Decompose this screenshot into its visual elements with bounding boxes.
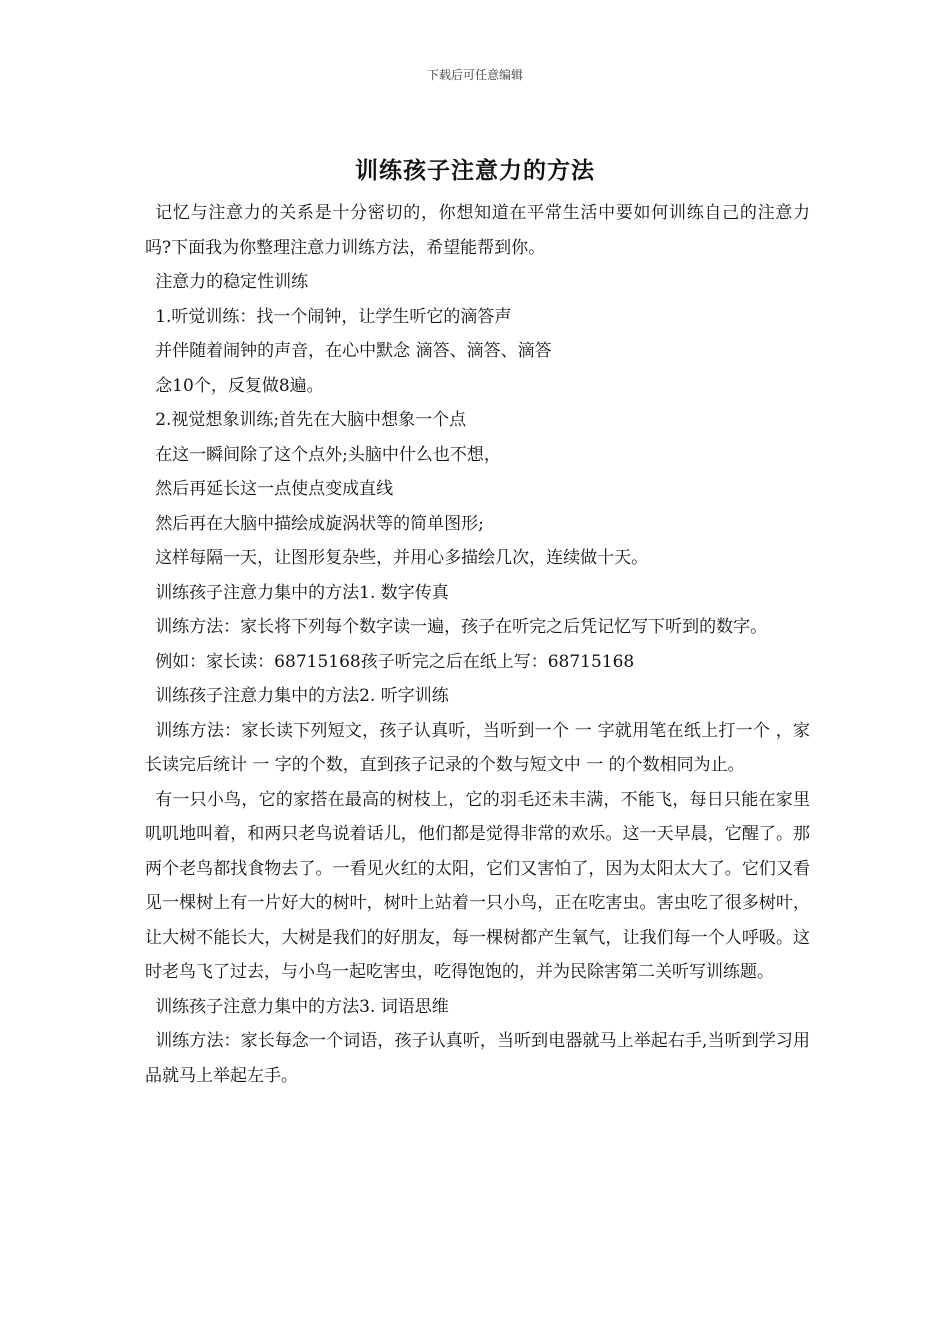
method-2-story: 有一只小鸟，它的家搭在最高的树枝上，它的羽毛还未丰满，不能飞，每日只能在家里叽叽地叫着，和两只老鸟说着话儿，他们都是觉得非常的欢乐。这一天早晨，它醒了。那两个老鸟都找食物去了。一看见火红的太阳，它们又害怕了，因为太阳太大了。它们又看见一棵树上有一片好大的树叶，树叶上站着一只小鸟，正在吃害虫。害虫吃了很多树叶，让大树不能长大，大树是我们的好朋友，每一棵树都产生氧气，让我们每一个人呼吸。这时老鸟飞了过去，与小鸟一起吃害虫，吃得饱饱的，并为民除害第二关听写训练题。 bbox=[145, 789, 810, 982]
section-heading-method-3: 训练孩子注意力集中的方法3. 词语思维 bbox=[155, 996, 449, 1017]
list-item: 这样每隔一天，让图形复杂些，并用心多描绘几次，连续做十天。 bbox=[155, 548, 649, 568]
list-item: 念10个，反复做8遍。 bbox=[155, 375, 324, 396]
section-heading-method-2: 训练孩子注意力集中的方法2. 听字训练 bbox=[155, 686, 449, 706]
list-item: 然后再在大脑中描绘成旋涡状等的简单图形; bbox=[155, 513, 484, 534]
method-1-description: 训练方法：家长将下列每个数字读一遍，孩子在听完之后凭记忆写下听到的数字。 bbox=[155, 617, 768, 637]
list-item: 然后再延长这一点使点变成直线 bbox=[155, 479, 394, 499]
intro-paragraph: 记忆与注意力的关系是十分密切的，你想知道在平常生活中要如何训练自己的注意力吗?下面我为你整理注意力训练方法，希望能帮到你。 bbox=[145, 203, 810, 258]
document-title: 训练孩子注意力的方法 bbox=[355, 157, 595, 184]
method-3-description: 训练方法：家长每念一个词语，孩子认真听，当听到电器就马上举起右手,当听到学习用品就马上举起左手。 bbox=[145, 1031, 810, 1086]
list-item: 1.听觉训练：找一个闹钟，让学生听它的滴答声 bbox=[155, 306, 512, 327]
list-item: 2.视觉想象训练;首先在大脑中想象一个点 bbox=[155, 410, 467, 430]
method-1-example: 例如：家长读：68715168孩子听完之后在纸上写：68715168 bbox=[155, 651, 635, 672]
list-item: 在这一瞬间除了这个点外;头脑中什么也不想， bbox=[155, 444, 501, 465]
section-heading-stability: 注意力的稳定性训练 bbox=[155, 272, 309, 292]
method-2-description: 训练方法：家长读下列短文，孩子认真听，当听到一个 一 字就用笔在纸上打一个 ，家长读完后统计 一 字的个数，直到孩子记录的个数与短文中 一 的个数相同为止。 bbox=[145, 720, 810, 775]
section-heading-method-1: 训练孩子注意力集中的方法1. 数字传真 bbox=[155, 582, 449, 603]
document-body bbox=[145, 196, 810, 1093]
list-item: 并伴随着闹钟的声音，在心中默念 滴答、滴答、滴答 bbox=[155, 341, 552, 361]
header-note: 下载后可任意编辑 bbox=[426, 68, 523, 82]
